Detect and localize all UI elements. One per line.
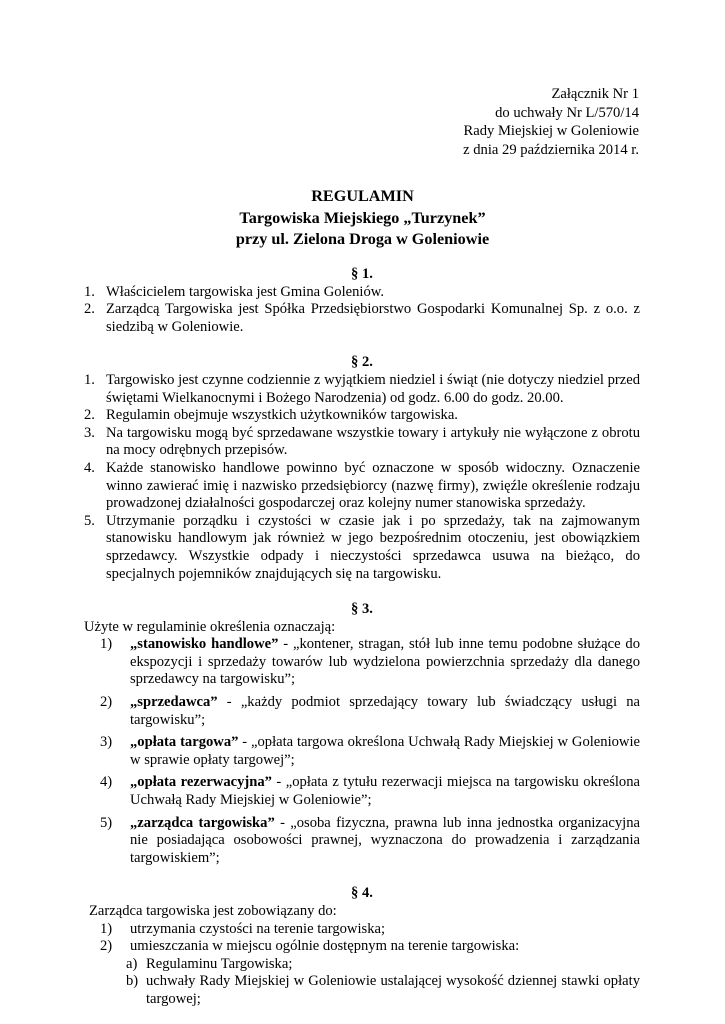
definition-item xyxy=(84,734,640,769)
item-text: utrzymania czystości na terenie targowiska; xyxy=(130,920,386,937)
item-text: Właścicielem targowiska jest Gmina Goleniów. xyxy=(106,283,385,300)
item-text: Regulamin obejmuje wszystkich użytkowników targowiska. xyxy=(106,407,458,424)
section-2-heading: § 2. xyxy=(351,354,373,371)
item-number: 2) xyxy=(100,694,113,711)
list-item xyxy=(84,301,640,336)
attachment-header xyxy=(463,85,639,159)
section-4-intro: Zarządca targowiska jest zobowiązany do: xyxy=(89,903,337,919)
definition-term: „opłata rezerwacyjna” xyxy=(130,774,272,791)
sub-item-text: uchwały Rady Miejskiej w Goleniowie ustalającej wysokość dziennej stawki opłaty targowej; xyxy=(146,973,640,1007)
list-item xyxy=(84,407,640,425)
item-text: Targowisko jest czynne codziennie z wyjątkiem niedziel i świąt (nie dotyczy niedziel przed świętami Wielkanocnymi i Bożego Narodzenia) od godz. 6.00 do godz. 20.00. xyxy=(106,371,640,406)
item-number: 5. xyxy=(84,512,95,529)
item-text: Na targowisku mogą być sprzedawane wszystkie towary i artykuły nie wyłączone z obrotu na mocy odrębnych przepisów. xyxy=(106,424,640,459)
definition-text: - „kontener, stragan, stół lub inne temu podobne służące do ekspozycji i sprzedaży towarów lub wydzielona powierzchnia sprzedaży dla danego sprzedawcy na targowisku”; xyxy=(130,636,640,688)
definition-item xyxy=(84,636,640,689)
section-1-list xyxy=(84,284,640,337)
item-number: 2. xyxy=(84,407,95,424)
list-item xyxy=(84,460,640,513)
title-line: REGULAMIN xyxy=(311,187,414,205)
definition-text: - „każdy podmiot sprzedający towary lub świadczący usługi na targowisku”; xyxy=(130,694,640,728)
list-item xyxy=(84,284,640,302)
item-number: 1) xyxy=(100,920,113,937)
list-item xyxy=(84,938,640,956)
sub-item-text: Regulaminu Targowiska; xyxy=(146,955,293,972)
document-title xyxy=(0,186,725,251)
sub-item-letter: a) xyxy=(126,955,138,972)
definition-text: - „osoba fizyczna, prawna lub inna jednostka organizacyjna nie posiadająca osobowości prawnej, wyznaczona do prowadzenia i zarządzania targowiskiem”; xyxy=(130,814,640,866)
list-item xyxy=(84,921,640,939)
item-text: Utrzymanie porządku i czystości w czasie jak i po sprzedaży, tak na zajmowanym stanowisku handlowym jak również w jego bezpośrednim otoczeniu, jest obowiązkiem sprzedawcy. Wszystkie odpady i nieczystości sprzedawca usuwa na bieżąco, do specjalnych pojemników znajdujących się na targowisku. xyxy=(106,512,640,582)
item-number: 4) xyxy=(100,774,113,791)
definition-term: „sprzedawca” xyxy=(130,694,218,711)
definition-term: „zarządca targowiska” xyxy=(130,814,275,831)
item-number: 3. xyxy=(84,424,95,441)
section-3-intro: Użyte w regulaminie określenia oznaczają: xyxy=(84,618,336,635)
list-item xyxy=(84,372,640,407)
list-item xyxy=(84,425,640,460)
sub-item-letter: b) xyxy=(126,973,139,990)
document-body xyxy=(84,266,640,1009)
definition-text: - „opłata z tytułu rezerwacji miejsca na targowisku określona Uchwałą Rady Miejskiej w Goleniowie”; xyxy=(130,774,641,809)
list-item xyxy=(84,513,640,583)
section-4-heading: § 4. xyxy=(351,885,373,902)
item-number: 1. xyxy=(84,371,95,388)
item-number: 2. xyxy=(84,301,95,318)
section-3-definitions xyxy=(84,636,640,867)
header-line: Rady Miejskiej w Goleniowie xyxy=(463,123,639,139)
item-number: 5) xyxy=(100,814,113,831)
item-number: 1) xyxy=(100,636,113,653)
item-number: 4. xyxy=(84,459,95,476)
definition-term: „opłata targowa” xyxy=(130,734,239,751)
title-line: przy ul. Zielona Droga w Goleniowie xyxy=(235,230,490,248)
section-2-list xyxy=(84,372,640,583)
item-number: 1. xyxy=(84,283,95,300)
definition-term: „stanowisko handlowe” xyxy=(130,636,279,653)
section-1-heading: § 1. xyxy=(351,266,373,282)
section-4-list xyxy=(84,921,640,956)
definition-text: - „opłata targowa określona Uchwałą Rady Miejskiej w Goleniowie w sprawie opłaty targowej”; xyxy=(130,734,640,768)
definition-item xyxy=(84,815,640,868)
item-text: Zarządcą Targowiska jest Spółka Przedsiębiorstwo Gospodarki Komunalnej Sp. z o.o. z siedzibą w Goleniowie. xyxy=(106,301,640,335)
item-number: 3) xyxy=(100,734,113,751)
header-line: Załącznik Nr 1 xyxy=(551,86,639,102)
section-4-sublist xyxy=(84,956,640,1009)
section-3-heading: § 3. xyxy=(351,601,373,618)
item-text: Każde stanowisko handlowe powinno być oznaczone w sposób widoczny. Oznaczenie winno zawierać imię i nazwisko przedsiębiorcy (nazwę firmy), zwięźle określenie rodzaju prowadzonej działalności gospodarczej oraz kolejny numer stanowiska sprzedaży. xyxy=(106,459,640,512)
header-line: do uchwały Nr L/570/14 xyxy=(495,104,639,121)
definition-item xyxy=(84,694,640,729)
definition-item xyxy=(84,774,640,809)
header-line: z dnia 29 października 2014 r. xyxy=(463,141,639,158)
sub-list-item xyxy=(84,956,640,974)
title-line: Targowiska Miejskiego „Turzynek” xyxy=(239,208,486,227)
sub-list-item xyxy=(84,973,640,1008)
item-number: 2) xyxy=(100,938,113,955)
item-text: umieszczania w miejscu ogólnie dostępnym na terenie targowiska: xyxy=(130,938,520,955)
